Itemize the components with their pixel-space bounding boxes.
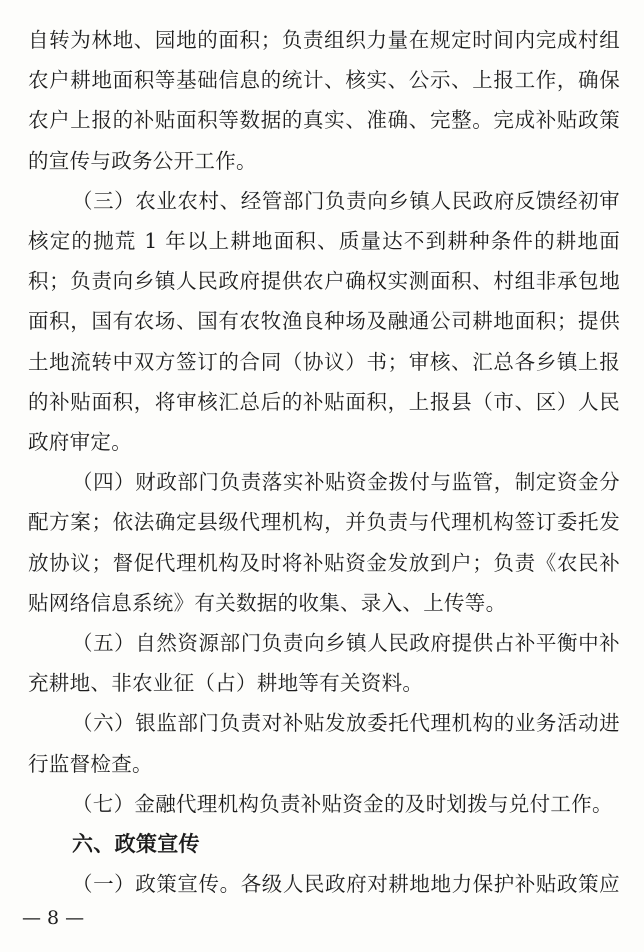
text-line: 充耕地、非农业征（占）耕地等有关资料。 <box>28 671 424 696</box>
page-number: — 8 — <box>22 907 85 930</box>
text-line: 政府审定。 <box>28 430 132 454</box>
paragraph-start-line: （一）政策宣传。各级人民政府对耕地地力保护补贴政策应 <box>72 872 620 897</box>
text-line: 土地流转中双方签订的合同（协议）书；审核、汇总各乡镇上报 <box>28 349 620 374</box>
text-line: 的宣传与政务公开工作。 <box>28 148 257 173</box>
text-line: 核定的抛荒 1 年以上耕地面积、质量达不到耕种条件的耕地面 <box>28 229 620 253</box>
text-line: 配方案；依法确定县级代理机构，并负责与代理机构签订委托发 <box>28 510 620 535</box>
text-line: 农户耕地面积等基础信息的统计、核实、公示、上报工作，确保 <box>28 68 620 93</box>
text-line: 的补贴面积，将审核汇总后的补贴面积，上报县（市、区）人民 <box>28 389 620 414</box>
paragraph-start-line: （三）农业农村、经管部门负责向乡镇人民政府反馈经初审 <box>72 188 620 213</box>
paragraph-start-line: （四）财政部门负责落实补贴资金拨付与监管，制定资金分 <box>72 470 620 495</box>
text-line: 面积，国有农场、国有农牧渔良种场及融通公司耕地面积；提供 <box>28 309 620 334</box>
text-line: 农户上报的补贴面积等数据的真实、准确、完整。完成补贴政策 <box>28 108 620 133</box>
paragraph-start-line: （六）银监部门负责对补贴发放委托代理机构的业务活动进 <box>72 711 620 736</box>
text-line: 积；负责向乡镇人民政府提供农户确权实测面积、村组非承包地 <box>28 269 620 294</box>
section-heading: 六、政策宣传 <box>72 832 200 856</box>
paragraph-start-line: （七）金融代理机构负责补贴资金的及时划拨与兑付工作。 <box>72 791 613 816</box>
text-line: 行监督检查。 <box>28 751 153 776</box>
text-line: 放协议；督促代理机构及时将补贴资金发放到户；负责《农民补 <box>28 550 620 575</box>
text-line: 自转为林地、园地的面积；负责组织力量在规定时间内完成村组 <box>28 28 620 52</box>
paragraph-start-line: （五）自然资源部门负责向乡镇人民政府提供占补平衡中补 <box>72 631 620 655</box>
text-line: 贴网络信息系统》有关数据的收集、录入、上传等。 <box>28 590 507 615</box>
